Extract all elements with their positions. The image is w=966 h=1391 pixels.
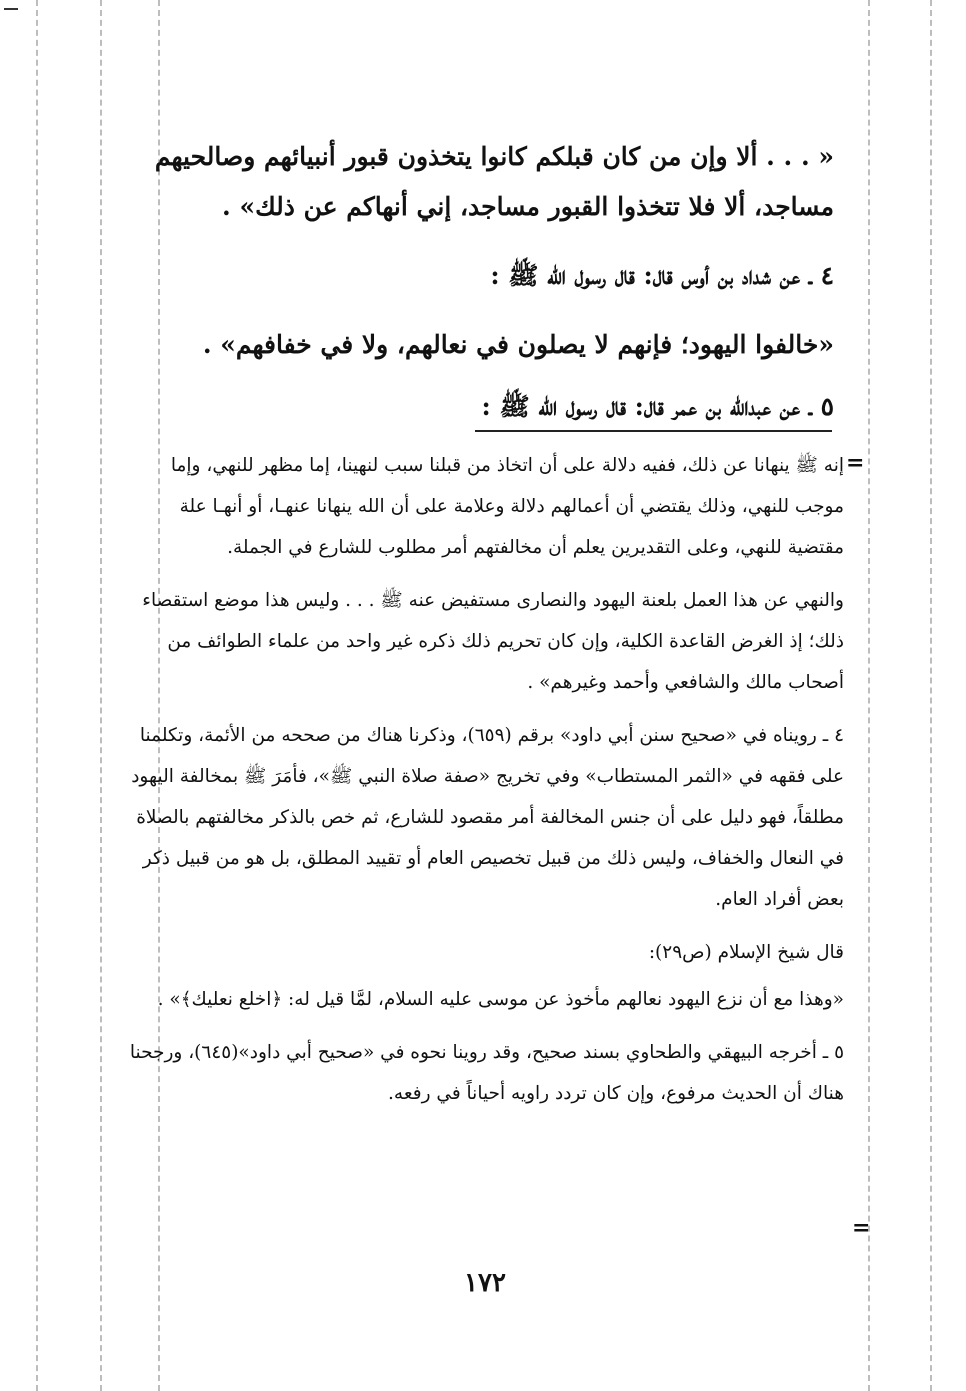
footnote-paragraph: والنهي عن هذا العمل بلعنة اليهود والنصارى مستفيض عنه ﷺ . . . وليس هذا موضع استقصاء ذلك؛ إذ الغرض القاعدة الكلية، وإن كان تحريم ذلك ذكره غير واحد من علماء الطوائف من أصحاب مالك والشافعي وأحمد وغيرهم» . [142,590,844,693]
continuation-mark-top: = [846,450,865,476]
footnote-paragraph: إنه ﷺ ينهانا عن ذلك، ففيه دلالة على أن اتخاذ من قبلنا سبب لنهينا، إما مظهر للنهي، وإما موجب للنهي، وذلك يقتضي أن أعمالهم دلالة وعلامة على أن الله ينهانا عنهـا، أو أنهـا علة مقتضية للنهي، وعلى التقديرين يعلم أن مخالفتهم أمر مطلوب للشارع في الجملة. [170,455,844,558]
footnote-divider [475,430,832,432]
hadith-intro-line: ٥ ـ عن عبدالله بن عمر قال: قال رسول الله ﷺ : [481,392,834,421]
hadith-4-intro [102,251,834,301]
footnotes-section [124,445,844,1126]
footnote-paragraph: ٤ ـ رويناه في «صحيح سنن أبي داود» برقم (٦٥٩)، وذكرنا هناك من صححه من الأئمة، وتكلمنا على فقهه في «الثمر المستطاب» وفي تخريج «صفة صلاة النبي ﷺ»، فأمَرَ ﷺ بمخالفة اليهود مطلقاً، فهو دليل على أن جنس المخالفة أمر مقصود للشارع، ثم خص بالذكر مخالفتهم بالصلاة في النعال والخفاف، وليس ذلك من قبيل تخصيص العام أو تقييد المطلق، بل هو من قبيل ذكر بعض أفراد العام. [131,725,844,910]
hadith-5-intro [102,382,834,432]
scan-guide-line [36,0,38,1391]
footnote-paragraph: ٥ ـ أخرجه البيهقي والطحاوي بسند صحيح، وقد روينا نحوه في «صحيح أبي داود»(٦٤٥)، ورجحنا هناك أن الحديث مرفوع، وإن كان تردد راويه أحياناً في رفعه. [129,1042,844,1104]
quote-line: مساجد، ألا فلا تتخذوا القبور مساجد، إني أنهاكم عن ذلك» . [222,192,834,221]
footnote-paragraph: قال شيخ الإسلام (ص٢٩): [648,942,844,963]
scan-corner-mark [4,8,18,10]
scan-guide-line [868,0,870,1391]
hadith-4-text [102,320,834,370]
hadith-intro-line: ٤ ـ عن شداد بن أوس قال: قال رسول الله ﷺ : [490,261,834,290]
scan-guide-line [930,0,932,1391]
footnote-paragraph: «وهذا مع أن نزع اليهود نعالهم مأخوذ عن موسى عليه السلام، لمَّا قيل له: ﴿اخلع نعليك﴾» . [157,989,844,1010]
continuation-mark-bottom: = [852,1215,871,1241]
hadith-text-line: «خالفوا اليهود؛ فإنهم لا يصلون في نعالهم، ولا في خفافهم» . [202,330,834,359]
quote-line: « . . . ألا وإن من كان قبلكم كانوا يتخذون قبور أنبيائهم وصالحيهم [154,142,834,171]
hadith-quote-block [102,132,834,232]
page-number: ١٧٢ [464,1268,506,1298]
